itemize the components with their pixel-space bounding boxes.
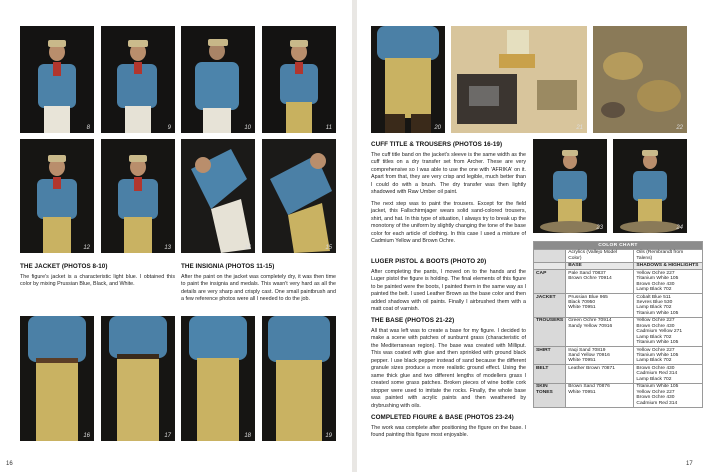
- photo-21: [451, 26, 587, 133]
- row-label: SKIN TONES: [534, 383, 566, 407]
- row-oils: Cobalt Blue 511 Sevres Blue 530 Lamp Black 702 Titanium White 105: [634, 294, 703, 318]
- photo-number: 20: [434, 125, 441, 131]
- page-number: 17: [686, 461, 693, 467]
- photo-number: 12: [83, 245, 90, 251]
- photo-19: [262, 316, 336, 441]
- insignia-heading: THE INSIGNIA (PHOTOS 11-15): [181, 263, 275, 270]
- jacket-heading: THE JACKET (PHOTOS 8-10): [20, 263, 108, 270]
- jacket-text: The figure's jacket is a characteristic light blue. I obtained this color by mixing Prussian Blue, Black, and White.: [20, 274, 175, 288]
- photo-number: 18: [244, 433, 251, 439]
- insignia-text: After the paint on the jacket was completely dry, it was then time to paint the insignia and medals. This wasn't very hard as all the details are very sharp and crisply cast. One small paintbrush and a few reference photos were all I needed to do the job.: [181, 274, 336, 303]
- color-chart-row: [534, 294, 703, 318]
- base-heading: THE BASE (PHOTOS 21-22): [371, 317, 455, 324]
- row-oils: Yellow Ochre 227 Titanium White 105 Lamp Black 702: [634, 347, 703, 365]
- photo-number: 14: [244, 245, 251, 251]
- photo-20: [371, 26, 445, 133]
- cuff-paragraph-2: The next step was to paint the trousers. Except for the field jacket, this Fallschirmjager wears solid sand-colored trousers, shirt, and hat. In this type of situation, I always try to break up the monotony of the uniform by slightly changing the tone of the base color for each article of clothing. In this case I used a mixture of Cadmium Yellow and Brown Ochre.: [371, 200, 526, 244]
- photo-23: [533, 139, 607, 233]
- row-label: BELT: [534, 365, 566, 383]
- row-oils: Brown Ochre 430 Cadmium Red 314 Lamp Black 702: [634, 365, 703, 383]
- row-base: Iraqi Sand 70819 Sand Yellow 70916 White 70951: [566, 347, 634, 365]
- photo-number: 15: [325, 245, 332, 251]
- photo-number: 16: [83, 433, 90, 439]
- luger-text: After completing the pants, I moved on to the hands and the Luger pistol the figure is holding. The final elements of this figure to be painted were the boots, I painted them in the same way as I painted the belt. I used Leather Brown as the base color and then added shadows with oil paints. Finally I airbrushed them with a matt coat of varnish.: [371, 269, 526, 313]
- photo-13: [101, 139, 175, 253]
- row-oils: Yellow Ochre 227 Titanium White 105 Brown Ochre 430 Lamp Black 702: [634, 270, 703, 294]
- page-number: 16: [6, 461, 13, 467]
- row-label: SHIRT: [534, 347, 566, 365]
- row-oils: Yellow Ochre 227 Brown Ochre 430 Cadmium Yellow 271 Lamp Black 702 Titanium White 105: [634, 317, 703, 346]
- photo-17: [101, 316, 175, 441]
- photo-number: 13: [164, 245, 171, 251]
- row-label: CAP: [534, 270, 566, 294]
- photo-10: [181, 26, 255, 133]
- photo-11: [262, 26, 336, 133]
- base-text: All that was left was to create a base for my figure. I decided to make a scene with patches of sunburnt grass (characteristic of the Mediterranean region). The base was created with Milliput. This was coated with glue and then sprinkled with ground black pepper. I use black pepper instead of sand because the different granule sizes produce a more realistic ground effect. Using the same thick glue and two different lengths of modellers grass I created some grass patches. Broken pieces of wine bottle cork stopper were used to imitate the rocks. Finally, the whole base was painted with acrylic paints and then weathered by drybrushing with oils.: [371, 328, 526, 409]
- photo-14: [181, 139, 255, 253]
- photo-12: [20, 139, 94, 253]
- photo-number: 9: [167, 125, 171, 131]
- photo-15: [262, 139, 336, 253]
- photo-number: 17: [164, 433, 171, 439]
- row-base: Prussian Blue 965 Black 70950 White 70951: [566, 294, 634, 318]
- row-base: Green Ochre 70914 Sandy Yellow 70916: [566, 317, 634, 346]
- col-acrylics: Acrylics (Vallejo Model Color): [566, 249, 634, 262]
- col-shadows: SHADOWS & HIGHLIGHTS: [634, 262, 703, 270]
- color-chart-row: [534, 383, 703, 407]
- row-label: TROUSERS: [534, 317, 566, 346]
- left-page: [0, 0, 352, 472]
- photo-16: [20, 316, 94, 441]
- color-chart-rows: [534, 270, 703, 407]
- cuff-text: [371, 152, 526, 249]
- color-chart-title: COLOR CHART: [534, 242, 703, 250]
- color-chart-row: [534, 317, 703, 346]
- completed-text: The work was complete after positioning the figure on the base. I found painting this figure most enjoyable.: [371, 425, 526, 439]
- photo-number: 8: [86, 125, 90, 131]
- photo-number: 22: [676, 125, 683, 131]
- row-base: Brown Sand 70876 White 70951: [566, 383, 634, 407]
- col-oils: Oils (Rembrandt from Talens): [634, 249, 703, 262]
- row-base: Pale Sand 70837 Brown Ochre 70914: [566, 270, 634, 294]
- photo-number: 10: [244, 125, 251, 131]
- photo-24: [613, 139, 687, 233]
- photo-8: [20, 26, 94, 133]
- luger-heading: LUGER PISTOL & BOOTS (PHOTO 20): [371, 258, 487, 265]
- cuff-paragraph-1: The cuff title band on the jacket's sleeve is the same width as the cuff titles on a dry transfer set from Archer. These are very comprehensive so I was able to use the one with 'AFRIKA' on it. Apart from that, they are very crisp and legible, much better than I could do with a brush. The dry transfer was then lightly shadowed with Raw Umber oil paint.: [371, 152, 526, 196]
- photo-22: [593, 26, 687, 133]
- color-chart-row: [534, 365, 703, 383]
- row-oils: Titanium White 105 Yellow Ochre 227 Brown Ochre 430 Cadmium Red 314: [634, 383, 703, 407]
- cuff-heading: CUFF TITLE & TROUSERS (PHOTOS 16-19): [371, 141, 503, 148]
- completed-heading: COMPLETED FIGURE & BASE (PHOTOS 23-24): [371, 414, 514, 421]
- photo-number: 23: [596, 225, 603, 231]
- photo-9: [101, 26, 175, 133]
- row-label: JACKET: [534, 294, 566, 318]
- row-base: Leather Brown 70871: [566, 365, 634, 383]
- col-base: BASE: [566, 262, 634, 270]
- photo-number: 19: [325, 433, 332, 439]
- photo-number: 21: [576, 125, 583, 131]
- photo-number: 24: [676, 225, 683, 231]
- photo-18: [181, 316, 255, 441]
- color-chart: [533, 241, 703, 408]
- photo-number: 11: [325, 125, 332, 131]
- color-chart-row: [534, 347, 703, 365]
- color-chart-row: [534, 270, 703, 294]
